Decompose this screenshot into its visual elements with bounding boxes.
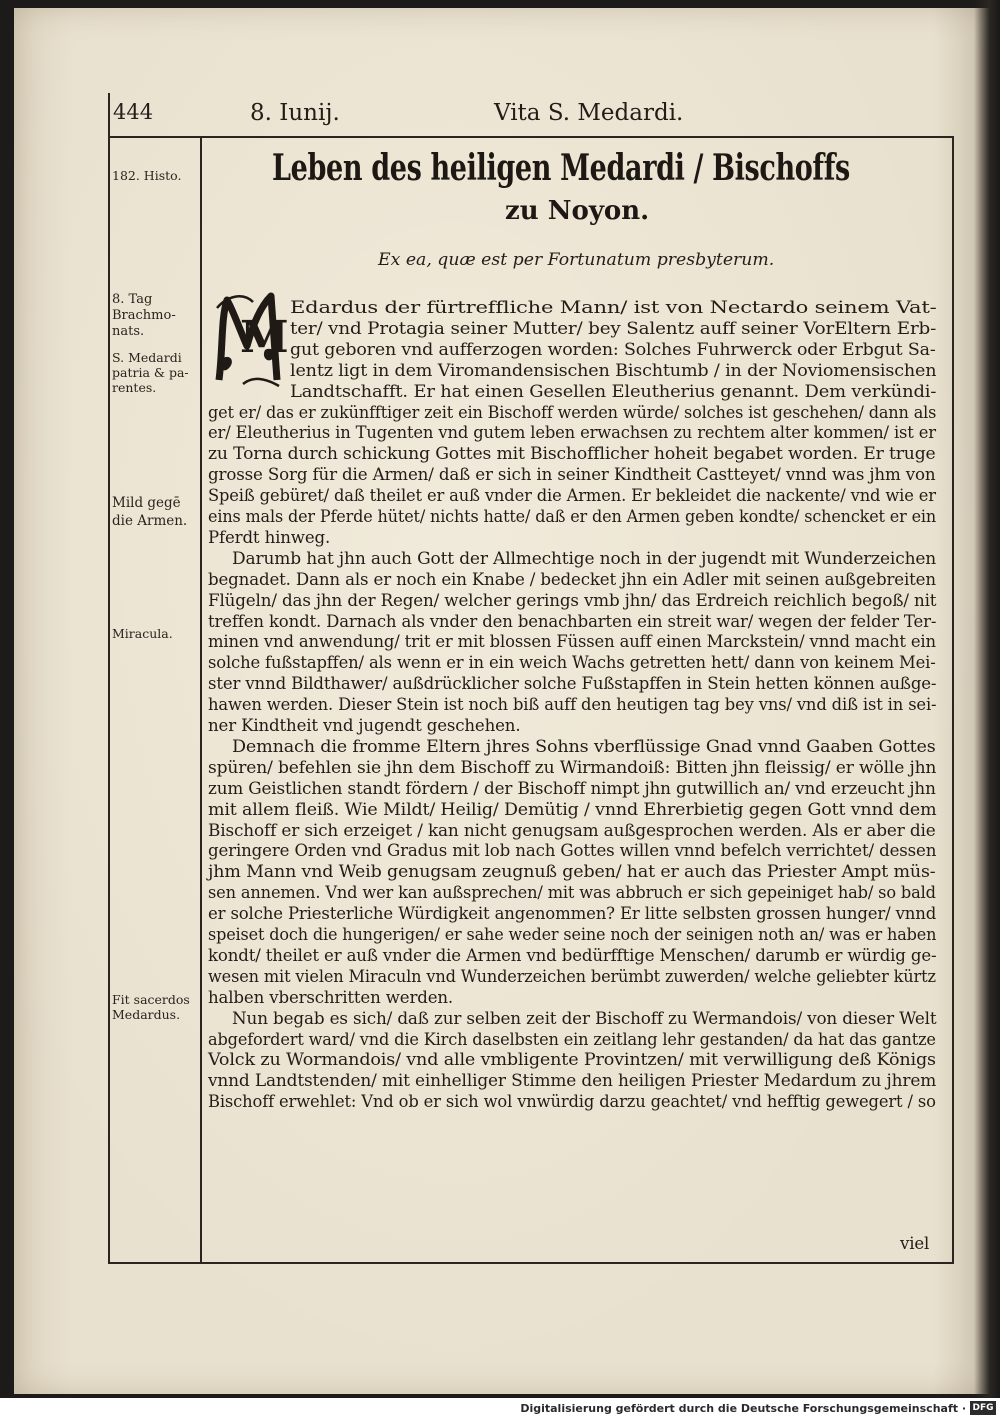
body-line: Edardus der fürtreffliche Mann/ ist von Nectardo seinem Vat- — [290, 298, 937, 317]
body-line: mit allem fleiß. Wie Mildt/ Heilig/ Demütig / vnnd Ehrerbietig gegen Gott vnnd dem — [208, 799, 937, 819]
body-line: begnadet. Dann als er noch ein Knabe / bedecket jhn ein Adler mit seinen außgebreiten — [208, 569, 936, 589]
margin-note-line: Mild gegē — [112, 495, 181, 511]
margin-note-date — [112, 292, 202, 340]
frame-rule-bottom — [108, 1262, 954, 1264]
chapter-title-line2: zu Noyon. — [505, 196, 650, 226]
body-line: Volck zu Wormandois/ vnd alle vmbligente Provintzen/ mit verwilligung deß Königs — [208, 1050, 936, 1070]
body-line: zu Torna durch schickung Gottes mit Bischofflicher hoheit begabet worden. Er truge — [208, 444, 936, 464]
body-line: ner Kindtheit vnd jugendt geschehen. — [208, 716, 521, 735]
margin-note-line: Medardus. — [112, 1007, 181, 1022]
body-line: get er/ das er zukünfftiger zeit ein Bischoff werden würde/ solches ist geschehen/ dann als — [208, 402, 937, 422]
body-line: er solche Priesterliche Würdigkeit angenommen? Er litte selbsten grossen hunger/ vnnd — [208, 904, 937, 924]
body-line: grosse Sorg für die Armen/ daß er sich in seiner Kindtheit Castteyet/ vnnd was jhm von — [208, 465, 936, 485]
margin-note-miracula — [112, 626, 202, 641]
book-spine — [974, 0, 1000, 1398]
body-line: ter/ vnd Protagia seiner Mutter/ bey Salentz auff seiner VorEltern Erb- — [290, 318, 937, 338]
body-line: minen vnd anwendung/ trit er mit blossen Füssen auff einen Marckstein/ vnnd macht ein — [208, 632, 936, 652]
body-line: Flügeln/ das jhn der Regen/ welcher gerings vmb jhn/ das Erdreich reichlich begoß/ nit — [208, 590, 937, 610]
frame-rule-top — [108, 136, 954, 138]
body-line: gut geboren vnd aufferzogen worden: Solches Fuhrwerck oder Erbgut Sa- — [290, 339, 936, 359]
body-line: Bischoff erwehlet: Vnd ob er sich wol vnwürdig darzu geachtet/ vnd hefftig gewegert / so — [208, 1092, 936, 1112]
body-line: Pferdt hinweg. — [208, 527, 331, 547]
chapter-title: Leben des heiligen Medardi / Bischoffs — [272, 147, 850, 189]
body-line: Demnach die fromme Eltern jhres Sohns vberflüssige Gnad vnnd Gaaben Gottes — [232, 736, 936, 756]
margin-note-line: S. Medardi — [112, 350, 182, 365]
page-number: 444 — [113, 100, 154, 124]
dfg-logo: DFG — [970, 1401, 996, 1415]
body-line: er/ Eleutherius in Tugenten vnd gutem leben erwachsen zu rechtem alter kommen/ ist er — [208, 423, 936, 443]
margin-note-line: patria & pa- — [112, 365, 189, 380]
body-line: lentz ligt in dem Viromandensischen Bischtumb / in der Noviomensischen — [290, 360, 937, 380]
body-line: ster vnnd Bildthawer/ außdrücklicher solche Fußstapffen in Stein hetten können außge- — [208, 674, 937, 694]
margin-note-line: Fit sacerdos — [112, 992, 190, 1007]
margin-note-patria — [112, 350, 202, 395]
body-line: speiset doch die hungerigen/ er sahe weder seine noch der seinigen noth an/ was er haben — [208, 925, 937, 944]
frame-rule-left-outer — [108, 93, 110, 1263]
running-date: 8. Iunij. — [250, 100, 340, 126]
body-line: hawen werden. Dieser Stein ist noch biß auff den heutigen tag bey vns/ vnd diß ist in sei- — [208, 695, 937, 715]
body-line: treffen kondt. Darnach als vnder den benachbarten ein streit war/ wegen der felder Ter- — [208, 611, 937, 631]
body-line: vnnd Landtstenden/ mit einhelliger Stimme den heiligen Priester Medardum zu jhrem — [208, 1071, 937, 1091]
body-line: Speiß gebüret/ daß theilet er auß vnder die Armen. Er bekleidet die nackente/ vnd wie er — [208, 486, 936, 506]
body-line: eins mals der Pferde hütet/ nichts hatte/ daß er den Armen geben kondte/ schencket er ein — [208, 507, 937, 526]
catchword: viel — [900, 1234, 930, 1253]
body-line: Landtschafft. Er hat einen Gesellen Eleutherius genannt. Dem verkündi- — [290, 381, 937, 401]
source-note: Ex ea, quæ est per Fortunatum presbyterum. — [378, 250, 775, 270]
margin-note-line: rentes. — [112, 380, 157, 395]
margin-note-line: Miracula. — [112, 626, 173, 641]
body-line: kondt/ theilet er auß vnder die Armen vnd bedürfftige Menschen/ darumb er würdig ge- — [208, 945, 937, 965]
margin-note-mild — [112, 494, 202, 530]
body-line: jhm Mann vnd Weib genugsam zeugnuß geben/ hat er auch das Priester Ampt müs- — [208, 862, 936, 882]
margin-note-line: 8. Tag — [112, 292, 153, 307]
body-line: geringere Orden vnd Gradus mit lob nach Gottes willen vnnd befelch verrichtet/ dessen — [208, 841, 937, 861]
frame-rule-right — [952, 136, 954, 1263]
body-line: sen annemen. Vnd wer kan außsprechen/ mit was abbruch er sich gepeiniget hab/ so bald — [208, 883, 936, 903]
body-line: wesen mit vielen Miraculn vnd Wunderzeichen berümbt zuwerden/ welche geliebter kürtz — [208, 966, 936, 986]
body-line: Bischoff er sich erzeiget / kan nicht genugsam außgesprochen werden. Als er aber die — [208, 820, 936, 840]
body-line: abgefordert ward/ vnd die Kirch daselbsten ein zeitlang lehr gestanden/ da hat das gantze — [208, 1029, 936, 1049]
margin-note-line: nats. — [112, 324, 145, 339]
running-title: Vita S. Medardi. — [494, 100, 684, 126]
body-line: Darumb hat jhn auch Gott der Allmechtige noch in der jugendt mit Wunderzeichen — [232, 548, 937, 568]
body-line: zum Geistlichen standt fördern / der Bischoff nimpt jhn gutwillich an/ vnd erzeucht jhn — [208, 778, 936, 798]
body-line: halben vberschritten werden. — [208, 987, 454, 1007]
decorated-initial-m — [213, 288, 289, 392]
margin-note-history — [112, 168, 202, 183]
body-line: Nun begab es sich/ daß zur selben zeit der Bischoff zu Wermandois/ von dieser Welt — [232, 1008, 937, 1028]
initial-letter: M — [240, 312, 289, 363]
body-line: spüren/ befehlen sie jhn dem Bischoff zu Wirmandoiß: Bitten jhn fleissig/ er wölle jhn — [208, 757, 937, 777]
footer-credit: Digitalisierung gefördert durch die Deutsche Forschungsgemeinschaft · — [520, 1402, 966, 1415]
margin-note-line: 182. Histo. — [112, 168, 182, 183]
margin-note-sacerdos — [112, 992, 202, 1022]
margin-note-line: die Armen. — [112, 513, 188, 529]
body-line: solche fußstapffen/ als wenn er in ein weich Wachs getretten hett/ dann von keinem Mei- — [208, 653, 936, 673]
margin-note-line: Brachmo- — [112, 308, 176, 323]
